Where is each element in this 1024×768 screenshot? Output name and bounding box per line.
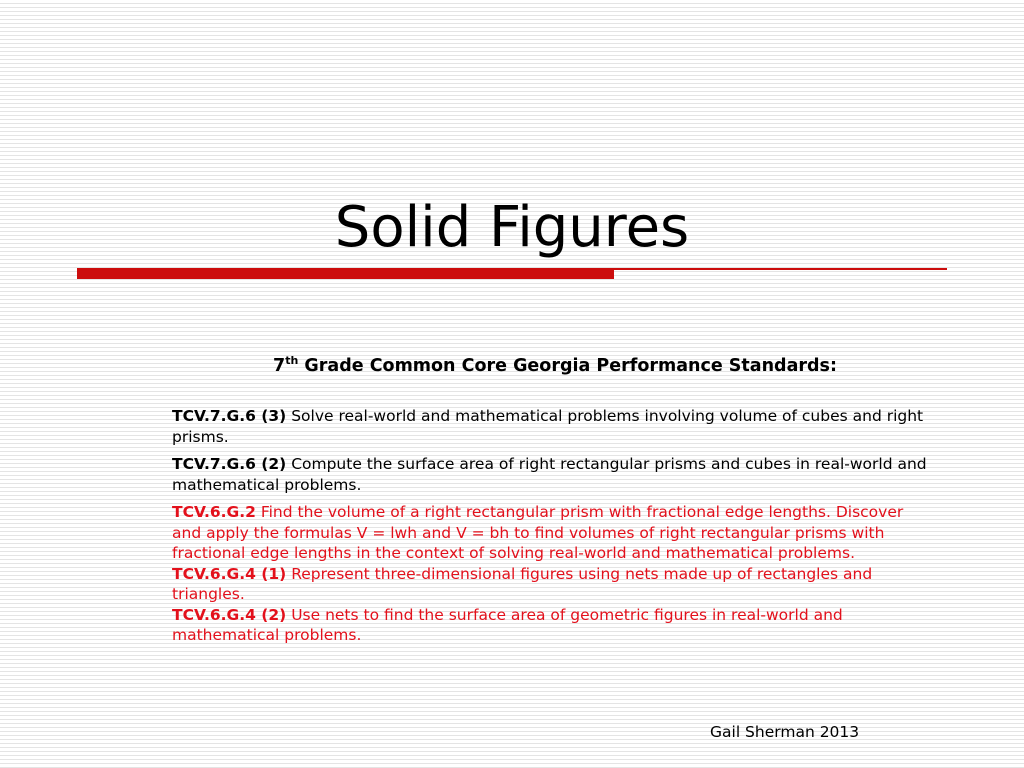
- standard-text: Compute the surface area of right rectangular prisms and cubes in real-world and mathematical problems.: [172, 455, 927, 494]
- standard-item: [172, 605, 932, 646]
- grade-suffix: th: [285, 354, 299, 368]
- standard-item: [172, 564, 932, 605]
- standard-code: TCV.6.G.4 (2): [172, 605, 287, 624]
- footer-credit: Gail Sherman 2013: [710, 723, 860, 741]
- standard-text: Represent three-dimensional figures using nets made up of rectangles and triangles.: [172, 564, 873, 603]
- title-underline-thin: [614, 268, 947, 270]
- standard-code: TCV.7.G.6 (3): [172, 407, 287, 425]
- heading-text: Grade Common Core Georgia Performance Standards:: [298, 356, 837, 376]
- standard-text: Find the volume of a right rectangular prism with fractional edge lengths. Discover and apply the formulas V = lwh and V = bh to find volumes of right rectangular prisms with fractional edge lengths in the context of solving real-world and mathematical problems.: [172, 503, 904, 562]
- standard-code: TCV.6.G.2: [172, 503, 256, 521]
- standard-text: Use nets to find the surface area of geometric figures in real-world and mathematical problems.: [172, 605, 843, 644]
- standard-text: Solve real-world and mathematical problems involving volume of cubes and right prisms.: [172, 407, 924, 446]
- standards-heading: [0, 356, 1024, 376]
- slide-title: Solid Figures: [334, 195, 690, 260]
- grade-number: 7: [273, 356, 286, 376]
- standards-list: [172, 406, 932, 646]
- standard-item: [172, 502, 932, 564]
- standard-item: [172, 406, 932, 447]
- standard-item: [172, 454, 932, 495]
- standard-code: TCV.6.G.4 (1): [172, 564, 287, 583]
- title-underline-thick: [77, 268, 614, 279]
- standard-code: TCV.7.G.6 (2): [172, 455, 287, 473]
